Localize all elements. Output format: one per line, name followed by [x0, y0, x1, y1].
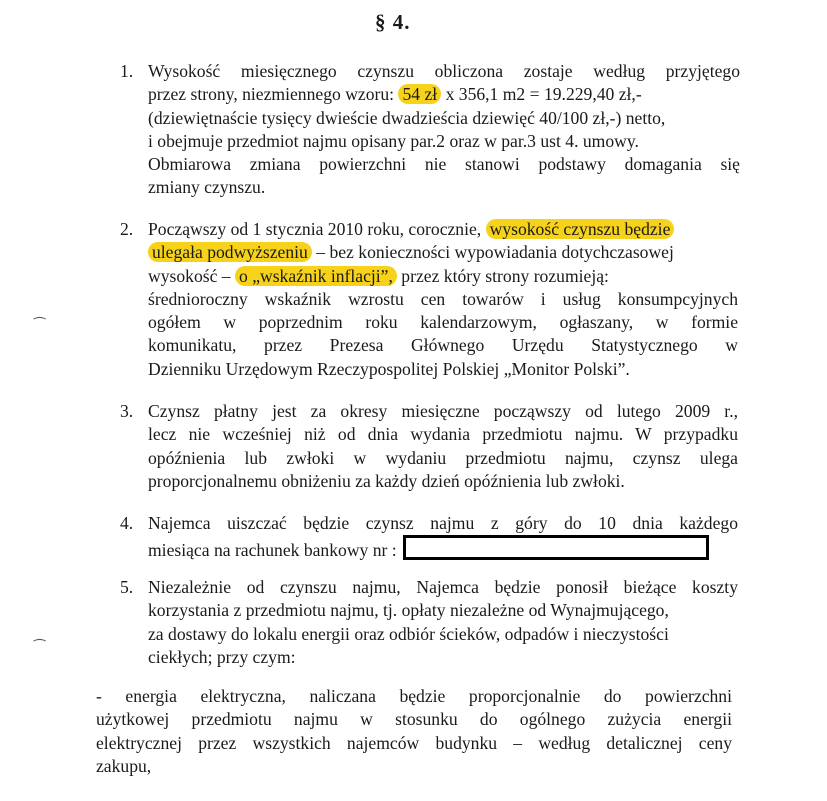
- text-line: Najemca uiszczać będzie czynsz najmu z góry do 10 dnia każdego: [148, 513, 738, 533]
- text-line: (dziewiętnaście tysięcy dwieście dwadzieścia dziewięć 40/100 zł,-) netto,: [148, 107, 666, 128]
- text-line: Obmiarowa zmiana powierzchni nie stanowi podstawy domagania się: [148, 154, 740, 175]
- bullet-paragraph: [96, 685, 732, 778]
- text-line: zmiany czynszu.: [148, 177, 266, 198]
- text-line: komunikatu, przez Prezesa Głównego Urzędu Statystycznego w: [148, 335, 738, 356]
- text-line: za dostawy do lokalu energii oraz odbiór ścieków, odpadów i nieczystości: [148, 623, 669, 644]
- paragraph-number: 4.: [120, 513, 134, 533]
- paragraph-number: 5.: [120, 577, 134, 597]
- text-line: proporcjonalnemu obniżeniu za każdy dzień opóźnienia lub zwłoki.: [148, 470, 625, 491]
- text-line: Czynsz płatny jest za okresy miesięczne począwszy od lutego 2009 r.,: [148, 401, 738, 421]
- paragraph-4: [120, 512, 738, 563]
- margin-scan-mark: ⁀: [34, 640, 46, 656]
- highlighted-text: wysokość czynszu będzie: [486, 219, 675, 239]
- section-heading: § 4.: [375, 10, 411, 34]
- paragraph-number: 1.: [120, 61, 134, 81]
- text-line: zakupu,: [96, 755, 152, 776]
- text-line: elektrycznej przez wszystkich najemców budynku – według detalicznej ceny: [96, 732, 732, 753]
- text-line: wysokość – o „wskaźnik inflacji”, przez który strony rozumieją:: [148, 265, 609, 286]
- paragraph-2: [120, 218, 738, 381]
- text-line: korzystania z przedmiotu najmu, tj. opłaty niezależne od Wynajmującego,: [148, 600, 669, 621]
- text-line: miesiąca na rachunek bankowy nr :: [148, 535, 738, 562]
- text-line: Dzienniku Urzędowym Rzeczypospolitej Polskiej „Monitor Polski”.: [148, 358, 630, 379]
- paragraph-1: [120, 60, 740, 200]
- highlighted-text: 54 zł: [398, 84, 441, 104]
- paragraph-3: [120, 400, 738, 493]
- text-line: ciekłych; przy czym:: [148, 646, 296, 667]
- margin-scan-mark: ⁀: [34, 318, 46, 334]
- paragraph-number: 2.: [120, 219, 134, 239]
- text-line: Wysokość miesięcznego czynszu obliczona zostaje według przyjętego: [148, 61, 740, 81]
- text-line: średnioroczny wskaźnik wzrostu cen towarów i usług konsumpcyjnych: [148, 288, 738, 309]
- text-line: Począwszy od 1 stycznia 2010 roku, corocznie, wysokość czynszu będzie: [148, 218, 738, 241]
- text-line: użytkowej przedmiotu najmu w stosunku do ogólnego zużycia energii: [96, 709, 732, 730]
- paragraph-number: 3.: [120, 401, 134, 421]
- highlighted-text: o „wskaźnik inflacji”,: [235, 266, 397, 286]
- text-line: ulegała podwyższeniu – bez konieczności wypowiadania dotychczasowej: [148, 241, 738, 264]
- text-line: ogółem w poprzednim roku kalendarzowym, ogłaszany, w formie: [148, 312, 738, 333]
- text-line: opóźnienia lub zwłoki w wydaniu przedmiotu najmu, czynsz ulega: [148, 447, 738, 468]
- text-line: - energia elektryczna, naliczana będzie proporcjonalnie do powierzchni: [96, 686, 732, 706]
- text-line: lecz nie wcześniej niż od dnia wydania przedmiotu najmu. W przypadku: [148, 424, 738, 445]
- paragraph-5: [120, 576, 738, 669]
- text-line: przez strony, niezmiennego wzoru: 54 zł x 356,1 m2 = 19.229,40 zł,-: [148, 84, 642, 105]
- highlighted-text: ulegała podwyższeniu: [148, 242, 312, 262]
- redacted-account-number: [403, 535, 709, 560]
- text-line: i obejmuje przedmiot najmu opisany par.2 oraz w par.3 ust 4. umowy.: [148, 130, 639, 151]
- text-line: Niezależnie od czynszu najmu, Najemca będzie ponosił bieżące koszty: [148, 577, 738, 597]
